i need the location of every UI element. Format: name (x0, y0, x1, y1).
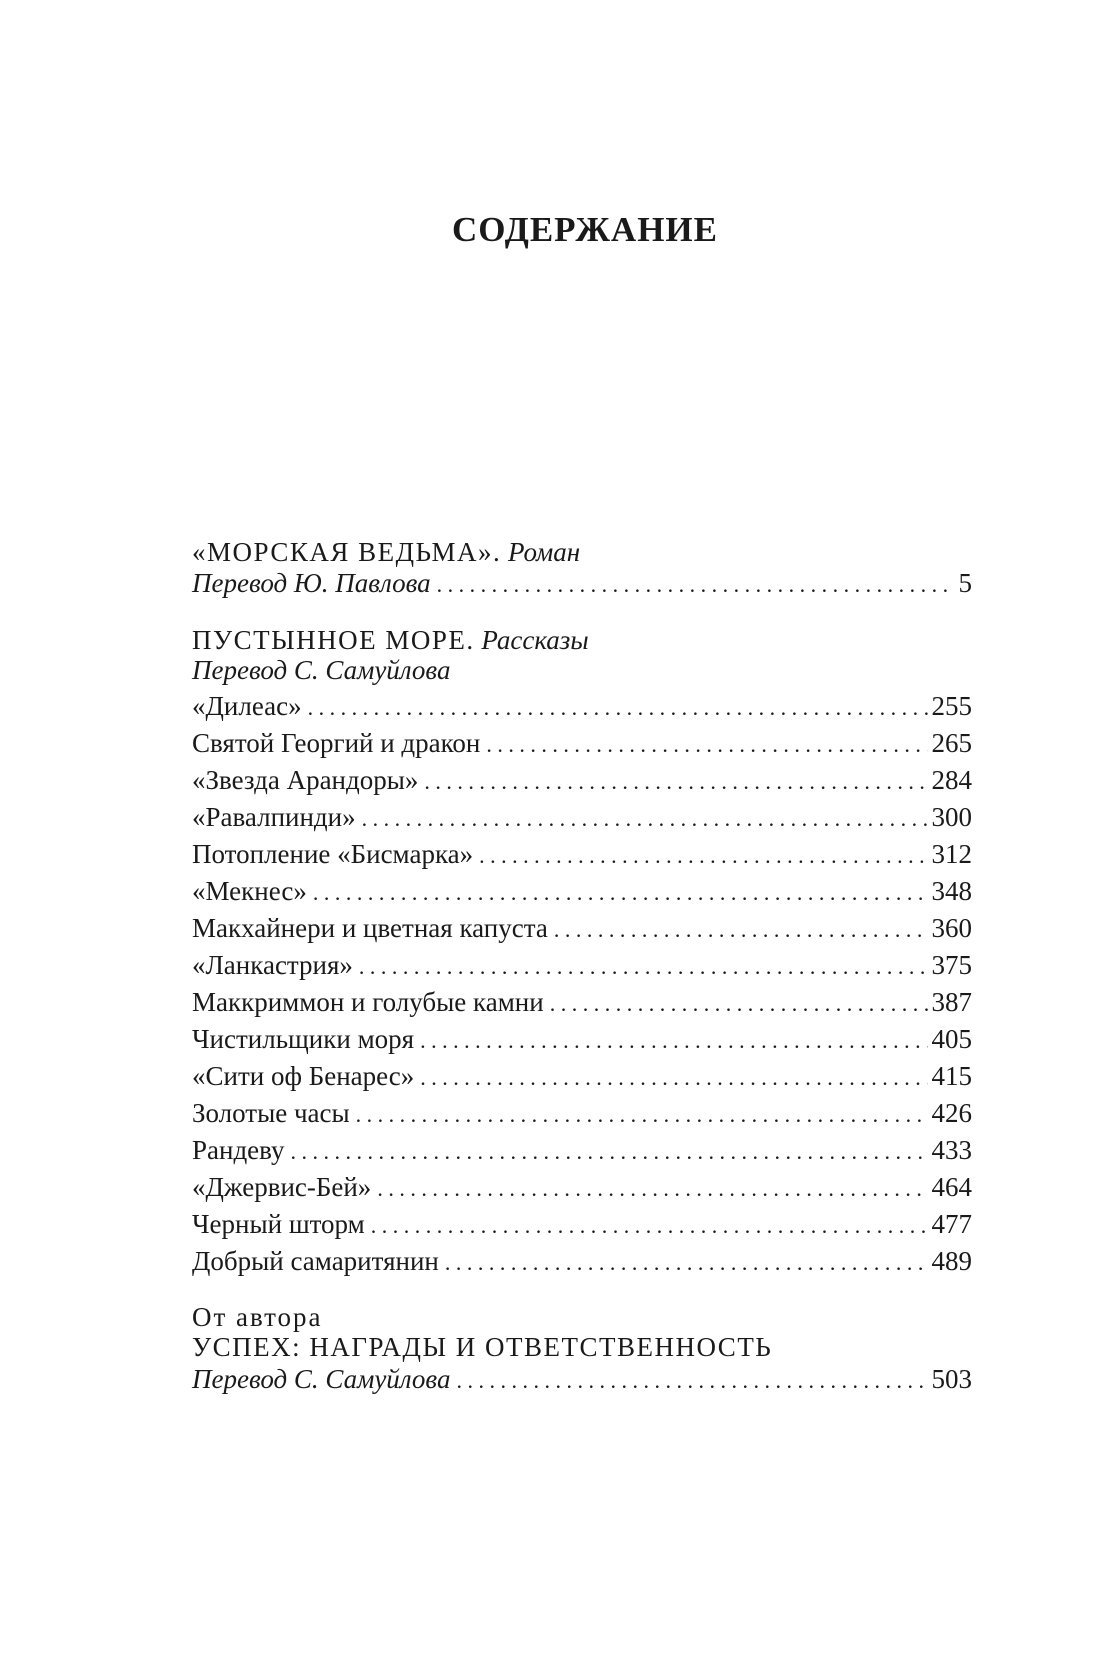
toc-entry[interactable] (192, 1207, 972, 1241)
section-title: УСПЕХ: НАГРАДЫ И ОТВЕТСТВЕННОСТЬ (192, 1332, 773, 1362)
page-number: 348 (931, 876, 972, 906)
dot-leader (377, 1172, 927, 1206)
dot-leader (456, 1364, 927, 1398)
dot-leader (313, 876, 928, 910)
page-number: 477 (931, 1209, 972, 1239)
dot-leader (445, 1246, 928, 1280)
entry-title: Макхайнери и цветная капуста (192, 913, 548, 943)
entry-title: Чистильщики моря (192, 1024, 415, 1054)
toc-entry[interactable] (192, 837, 972, 871)
translator-credit: Перевод С. Самуйлова (192, 655, 451, 685)
toc-entry[interactable] (192, 763, 972, 797)
section-label: От автора (192, 1302, 323, 1332)
entry-title: Рандеву (192, 1135, 285, 1165)
dot-leader (291, 1135, 928, 1169)
toc-entry[interactable] (192, 1362, 972, 1396)
toc-entry[interactable] (192, 726, 972, 760)
entry-title: «Мекнес» (192, 876, 307, 906)
toc-entry[interactable] (192, 800, 972, 834)
page-number: 464 (931, 1172, 972, 1202)
translator-credit: Перевод С. Самуйлова (192, 1364, 451, 1394)
page-number: 255 (931, 691, 972, 721)
dot-leader (424, 765, 927, 799)
page-number: 360 (931, 913, 972, 943)
entry-title: «Дилеас» (192, 691, 302, 721)
toc-entry[interactable] (192, 1244, 972, 1278)
section-title: «МОРСКАЯ ВЕДЬМА». (192, 537, 502, 567)
section-heading (192, 535, 972, 569)
translator-credit: Перевод Ю. Павлова (192, 568, 431, 598)
dot-leader (359, 950, 928, 984)
section-genre: Роман (507, 537, 581, 567)
toc-entry[interactable] (192, 689, 972, 723)
section-genre: Рассказы (481, 625, 589, 655)
entry-title: Добрый самаритянин (192, 1246, 439, 1276)
page-number: 426 (931, 1098, 972, 1128)
section-title: ПУСТЫННОЕ МОРЕ. (192, 625, 475, 655)
toc-entry[interactable] (192, 1133, 972, 1167)
dot-leader (356, 1098, 928, 1132)
page-title: СОДЕРЖАНИЕ (451, 210, 718, 249)
toc-entry[interactable] (192, 1022, 972, 1056)
entry-title: «Ланкастрия» (192, 950, 353, 980)
toc-entry[interactable] (192, 1059, 972, 1093)
page-number: 265 (931, 728, 972, 758)
page-number: 312 (931, 839, 972, 869)
page-number: 284 (931, 765, 972, 795)
dot-leader (554, 913, 928, 947)
dot-leader (479, 839, 927, 873)
entry-title: Маккриммон и голубые камни (192, 987, 544, 1017)
page-number: 387 (931, 987, 972, 1017)
dot-leader (420, 1024, 927, 1058)
toc-entry[interactable] (192, 948, 972, 982)
entry-title: «Сити оф Бенарес» (192, 1061, 415, 1091)
toc-entry[interactable] (192, 1096, 972, 1130)
page-number: 375 (931, 950, 972, 980)
toc-entry[interactable] (192, 911, 972, 945)
toc-entry[interactable] (192, 566, 972, 600)
dot-leader (371, 1209, 928, 1243)
entry-title: Святой Георгий и дракон (192, 728, 481, 758)
dot-leader (486, 728, 927, 762)
entry-title: «Равалпинди» (192, 802, 356, 832)
entry-title: Потопление «Бисмарка» (192, 839, 474, 869)
dot-leader (308, 691, 928, 725)
page-number: 300 (931, 802, 972, 832)
toc-entry[interactable] (192, 985, 972, 1019)
toc-entry[interactable] (192, 874, 972, 908)
page-number: 415 (931, 1061, 972, 1091)
entry-title: «Джервис-Бей» (192, 1172, 372, 1202)
section-heading (192, 623, 972, 657)
page-number: 489 (931, 1246, 972, 1276)
dot-leader (362, 802, 928, 836)
dot-leader (420, 1061, 927, 1095)
dot-leader (437, 568, 955, 602)
page-number: 433 (931, 1135, 972, 1165)
toc-entry[interactable] (192, 1170, 972, 1204)
dot-leader (550, 987, 928, 1021)
page-number: 503 (931, 1364, 972, 1394)
page-number: 405 (931, 1024, 972, 1054)
entry-title: «Звезда Арандоры» (192, 765, 419, 795)
entry-title: Черный шторм (192, 1209, 365, 1239)
entry-title: Золотые часы (192, 1098, 350, 1128)
page-number: 5 (958, 568, 972, 598)
